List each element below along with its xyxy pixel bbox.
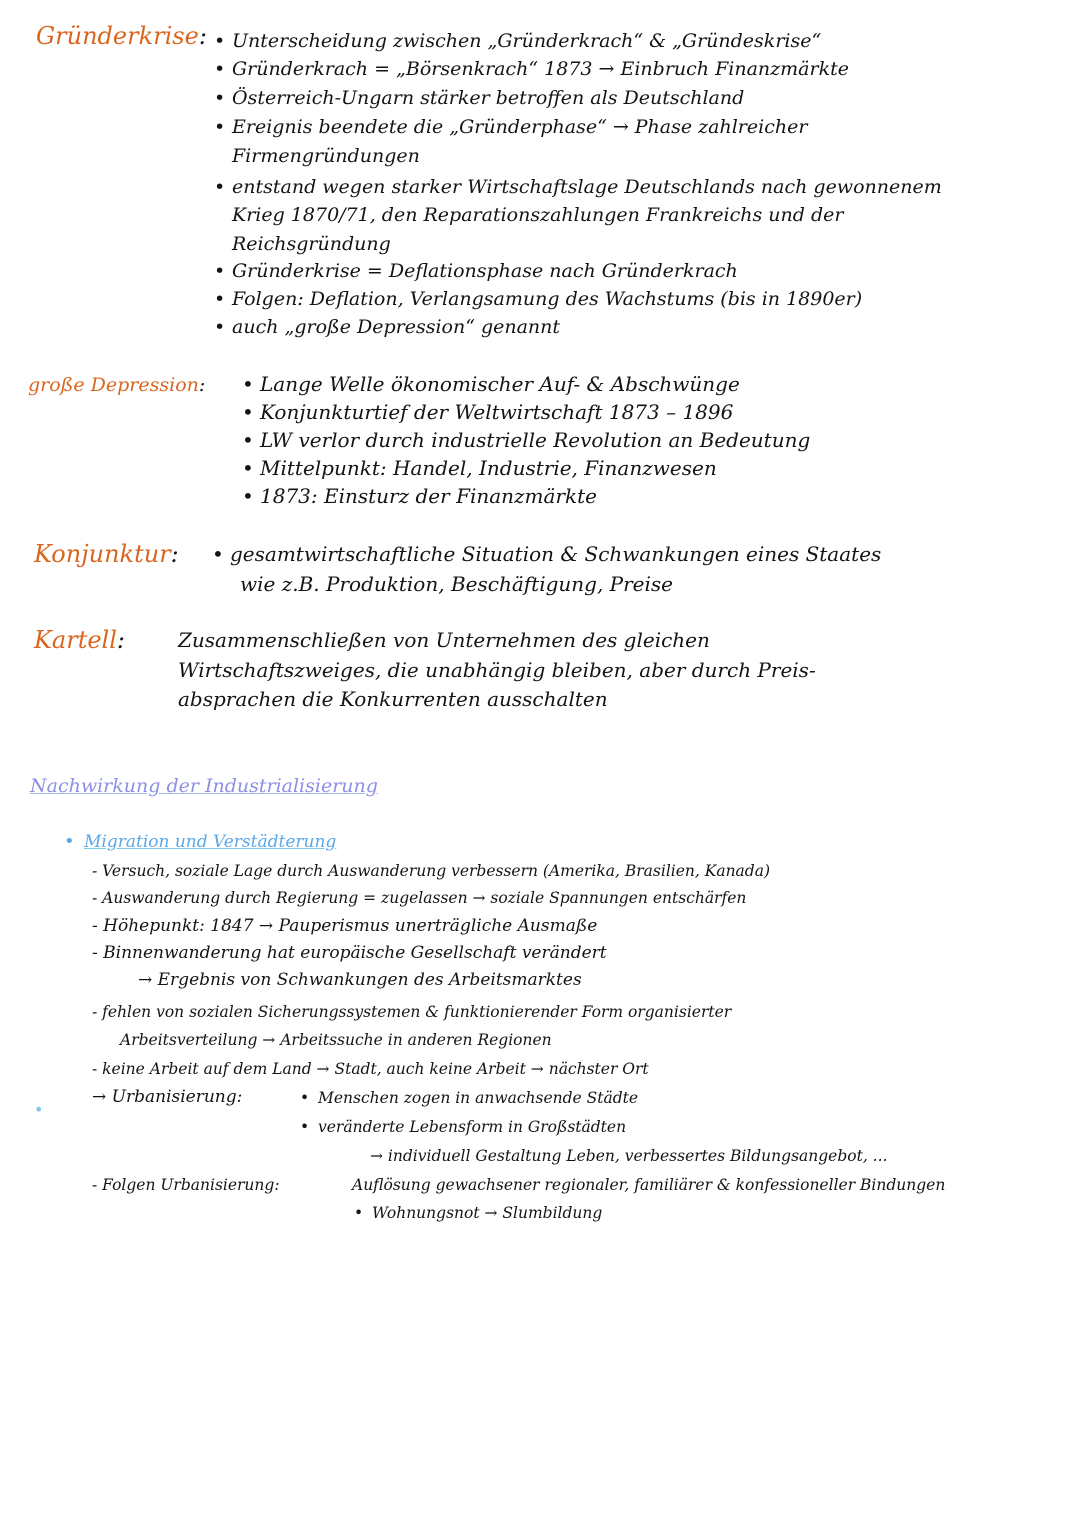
kartell-line-3: absprachen die Konkurrenten ausschalten <box>178 687 608 711</box>
gruenderkrise-bullet-5-cont-2: Reichsgründung <box>232 233 391 255</box>
kartell-line-2: Wirtschaftszweiges, die unabhängig bleiben, aber durch Preis- <box>178 658 816 682</box>
folgen-point-1: Auflösung gewachsener regionaler, familiärer & konfessioneller Bindungen <box>352 1176 946 1194</box>
nachwirkung-line-3: - Höhepunkt: 1847 → Pauperismus unerträgliche Ausmaße <box>92 916 598 936</box>
folgen-urbanisierung-label: - Folgen Urbanisierung: <box>92 1176 280 1194</box>
nachwirkung-line-1: - Versuch, soziale Lage durch Auswanderung verbessern (Amerika, Brasilien, Kanada) <box>92 862 771 880</box>
konjunktur-line-1: • gesamtwirtschaftliche Situation & Schwankungen eines Staates <box>230 542 881 566</box>
nachwirkung-line-8: - keine Arbeit auf dem Land → Stadt, auch keine Arbeit → nächster Ort <box>92 1060 649 1078</box>
gruenderkrise-bullet-5-cont-1: Krieg 1870/71, den Reparationszahlungen Frankreichs und der <box>232 204 844 226</box>
depression-bullet-5: • 1873: Einsturz der Finanzmärkte <box>260 484 597 508</box>
term-kartell: Kartell: <box>34 626 126 654</box>
nachwirkung-line-2: - Auswanderung durch Regierung = zugelassen → soziale Spannungen entschärfen <box>92 889 747 907</box>
nachwirkung-line-5: → Ergebnis von Schwankungen des Arbeitsmarktes <box>138 970 582 990</box>
depression-bullet-4: • Mittelpunkt: Handel, Industrie, Finanzwesen <box>260 456 717 480</box>
gruenderkrise-bullet-1: • Unterscheidung zwischen „Gründerkrach“ & „Gründeskrise“ <box>232 30 821 52</box>
gruenderkrise-bullet-4: • Ereignis beendete die „Gründerphase“ → Phase zahlreicher <box>232 116 807 138</box>
nachwirkung-line-4: - Binnenwanderung hat europäische Gesellschaft verändert <box>92 943 607 963</box>
gruenderkrise-bullet-2: • Gründerkrach = „Börsenkrach“ 1873 → Einbruch Finanzmärkte <box>232 58 849 80</box>
nachwirkung-line-7: Arbeitsverteilung → Arbeitssuche in anderen Regionen <box>120 1031 552 1049</box>
subtitle-migration: Migration und Verstädterung <box>84 832 337 852</box>
gruenderkrise-bullet-3: • Österreich-Ungarn stärker betroffen als Deutschland <box>232 87 744 109</box>
urbanisierung-label: → Urbanisierung: <box>92 1087 243 1107</box>
depression-bullet-3: • LW verlor durch industrielle Revolution an Bedeutung <box>260 428 810 452</box>
nachwirkung-line-6: - fehlen von sozialen Sicherungssystemen & funktionierender Form organisierter <box>92 1003 732 1021</box>
urbanisierung-point-2-result: → individuell Gestaltung Leben, verbessertes Bildungsangebot, ... <box>370 1147 888 1165</box>
gruenderkrise-bullet-8: • auch „große Depression“ genannt <box>232 316 560 338</box>
term-gruenderkrise: Gründerkrise: <box>36 22 207 50</box>
gruenderkrise-bullet-5: • entstand wegen starker Wirtschaftslage Deutschlands nach gewonnenem <box>232 176 942 198</box>
urbanisierung-point-1: • Menschen zogen in anwachsende Städte <box>318 1089 638 1107</box>
gruenderkrise-bullet-6: • Gründerkrise = Deflationsphase nach Gründerkrach <box>232 260 738 282</box>
subtitle-bullet-dot: • <box>64 831 75 852</box>
konjunktur-line-2: wie z.B. Produktion, Beschäftigung, Preise <box>240 572 674 596</box>
term-konjunktur: Konjunktur: <box>34 540 179 568</box>
section-title-nachwirkung: Nachwirkung der Industrialisierung <box>30 775 378 797</box>
folgen-point-2: • Wohnungsnot → Slumbildung <box>372 1204 602 1222</box>
gruenderkrise-bullet-4-cont: Firmengründungen <box>232 145 420 167</box>
urbanisierung-point-2: • veränderte Lebensform in Großstädten <box>318 1118 626 1136</box>
depression-bullet-2: • Konjunkturtief der Weltwirtschaft 1873 – 1896 <box>260 400 733 424</box>
margin-dot: • <box>34 1100 44 1119</box>
term-grosse-depression: große Depression: <box>28 374 206 396</box>
depression-bullet-1: • Lange Welle ökonomischer Auf- & Abschwünge <box>260 372 740 396</box>
kartell-line-1: Zusammenschließen von Unternehmen des gleichen <box>178 628 710 652</box>
gruenderkrise-bullet-7: • Folgen: Deflation, Verlangsamung des Wachstums (bis in 1890er) <box>232 288 862 310</box>
